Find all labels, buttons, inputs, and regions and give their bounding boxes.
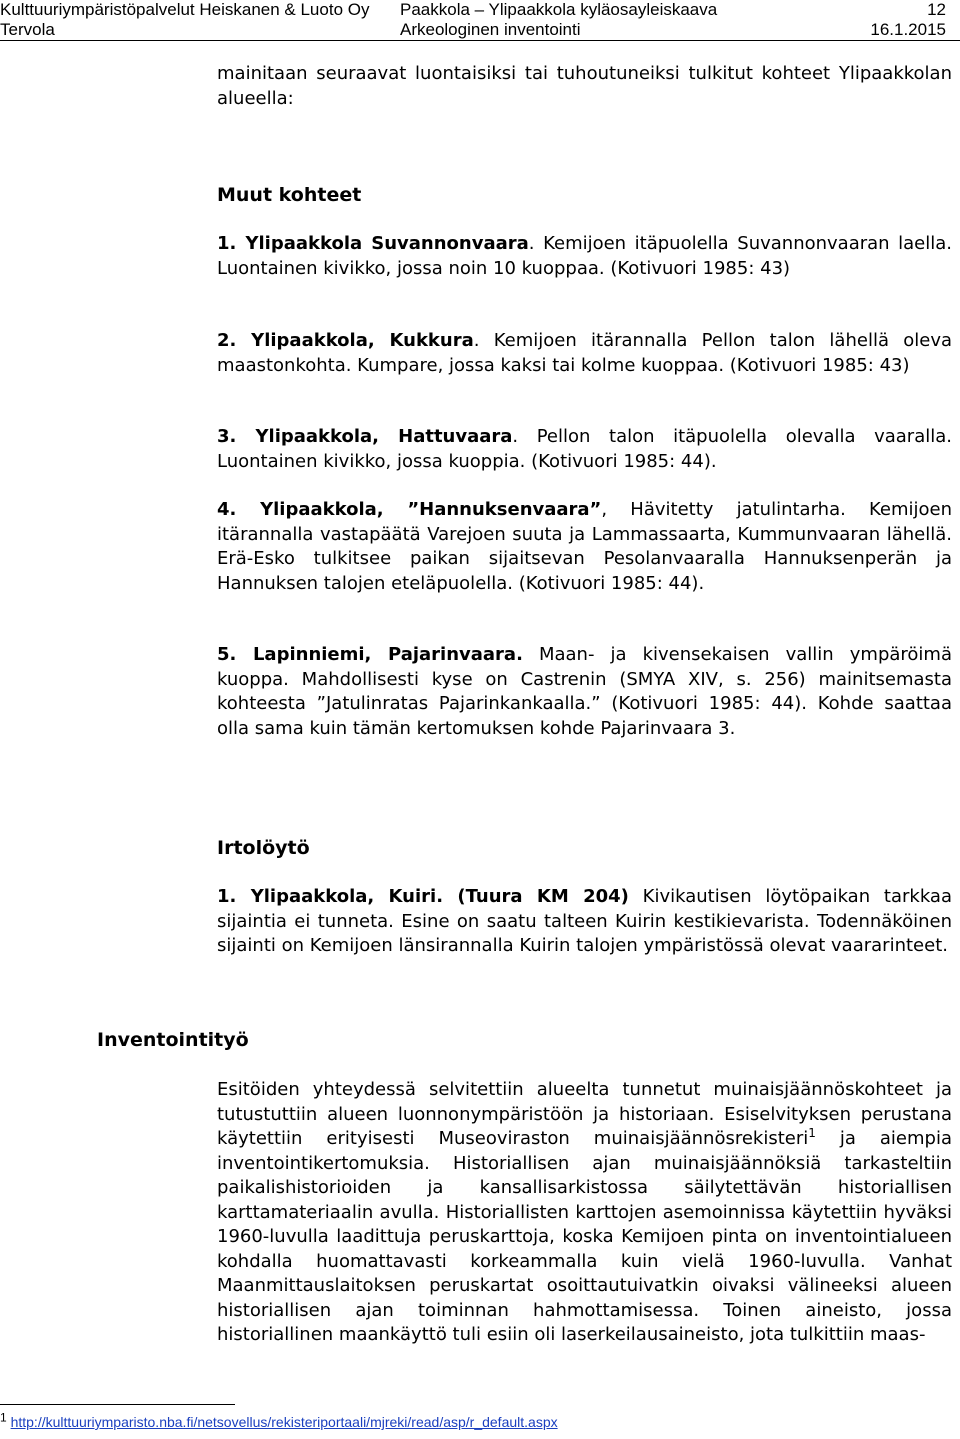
footnote: [0, 1410, 558, 1431]
section-heading-muut-kohteet: Muut kohteet: [217, 184, 362, 206]
header-company: Kulttuuriympäristöpalvelut Heiskanen & Luoto Oy: [0, 0, 370, 19]
list-item: [217, 885, 952, 959]
page-header: [0, 0, 960, 41]
item-title: 1. Ylipaakkola, Kuiri. (Tuura KM 204): [217, 886, 629, 907]
list-item: [217, 232, 952, 281]
footnote-number: 1: [0, 1410, 7, 1425]
item-title: 5. Lapinniemi, Pajarinvaara.: [217, 644, 523, 665]
header-project: Paakkola – Ylipaakkola kyläosayleiskaava: [400, 0, 718, 19]
inventointityo-paragraph: Esitöiden yhteydessä selvitettiin alueelta tunnetut muinaisjäännöskohteet ja tutustuttiin alueen luonnonympäristöön ja historiaan. Esiselvityksen perustana käytettiin erityisesti Museoviraston muinaisjäännösrekisteri$^1$ ja aiempia inventointikertomuksia. Historiallisen ajan muinaisjäännöksiä tarkasteltiin paikalishistorioiden ja kansallisarkistossa säilytettävän historiallisen karttamateriaalin avulla. Historiallisten karttojen asemoinnissa käytettiin hyväksi 1960-luvulla laadittuja peruskarttoja, koska Kemijoen pinta on inventointialueen kohdalla huomattavasti korkeammalla kuin vielä 1960-luvulla. Vanhat Maanmittauslaitoksen peruskartat osoittautuivatkin oivaksi välineeksi alueen historiallisen ajan toiminnan hahmottamisessa. Toinen aineisto, jossa historiallinen maankäyttö tuli esiin oli laserkeilausaineisto, jota tulkittiin maas-: [217, 1079, 952, 1345]
section-heading-inventointityo: Inventointityö: [97, 1029, 249, 1051]
list-item: [217, 425, 952, 474]
list-item: [217, 329, 952, 378]
footnote-divider: [0, 1404, 235, 1405]
section-heading-irtoloyto: Irtolöytö: [217, 837, 310, 859]
footnote-link[interactable]: http://kulttuuriymparisto.nba.fi/netsovellus/rekisteriportaali/mjreki/read/asp/r_default.aspx: [10, 1414, 558, 1430]
muut-kohteet-section: [217, 183, 952, 208]
list-item: [217, 498, 952, 596]
item-text: Maan- ja kivensekaisen vallin ympäröimä kuoppa. Mahdollisesti kyse on Castrenin (SMYA XIV, s. 256) mainitsemasta kohteesta ”Jatulinratas Pajarinkankaalla.” (Kotivuori 1985: 44). Kohde saattaa olla sama kuin tämän kertomuksen kohde Pajarinvaara 3.: [217, 644, 952, 739]
header-location: Tervola: [0, 20, 55, 39]
header-subtitle: Arkeologinen inventointi: [400, 20, 581, 39]
footnote-reference[interactable]: 1: [808, 1126, 816, 1140]
item-text: . Kemijoen itärannalla Pellon talon lähellä oleva maastonkohta. Kumpare, jossa kaksi tai kolme kuoppaa. (Kotivuori 1985: 43): [217, 330, 953, 376]
header-page-number: 12: [927, 0, 946, 19]
item-title: 1. Ylipaakkola Suvannonvaara: [217, 233, 529, 254]
item-title: 4. Ylipaakkola, ”Hannuksenvaara”: [217, 499, 602, 520]
list-item: [217, 643, 952, 741]
item-title: 2. Ylipaakkola, Kukkura: [217, 330, 474, 351]
item-text: Kivikautisen löytöpaikan tarkkaa sijaintia ei tunneta. Esine on saatu talteen Kuirin kestikievarista. Todennäköinen sijainti on Kemijoen länsirannalla Kuirin talojen ympäristössä olevat vaararinteet.: [217, 886, 952, 956]
item-title: 3. Ylipaakkola, Hattuvaara: [217, 426, 513, 447]
irtoloyto-section: [217, 836, 952, 861]
item-text: . Pellon talon itäpuolella olevalla vaaralla. Luontainen kivikko, jossa kuoppia. (Kotivuori 1985: 44).: [217, 426, 952, 472]
item-text: , Hävitetty jatulintarha. Kemijoen itärannalla vastapäätä Varejoen suuta ja Lammassaarta, Kummunvaaran lähellä. Erä-Esko tulkitsee paikan sijaitsevan Pesolanvaaralla Hannuksenperän ja Hannuksen talojen eteläpuolella. (Kotivuori 1985: 44).: [217, 499, 953, 594]
item-text: . Kemijoen itäpuolella Suvannonvaaran laella. Luontainen kivikko, jossa noin 10 kuoppaa. (Kotivuori 1985: 43): [217, 233, 952, 279]
intro-paragraph: mainitaan seuraavat luontaisiksi tai tuhoutuneiksi tulkitut kohteet Ylipaakkolan alueella:: [217, 63, 952, 109]
header-date: 16.1.2015: [870, 20, 946, 39]
